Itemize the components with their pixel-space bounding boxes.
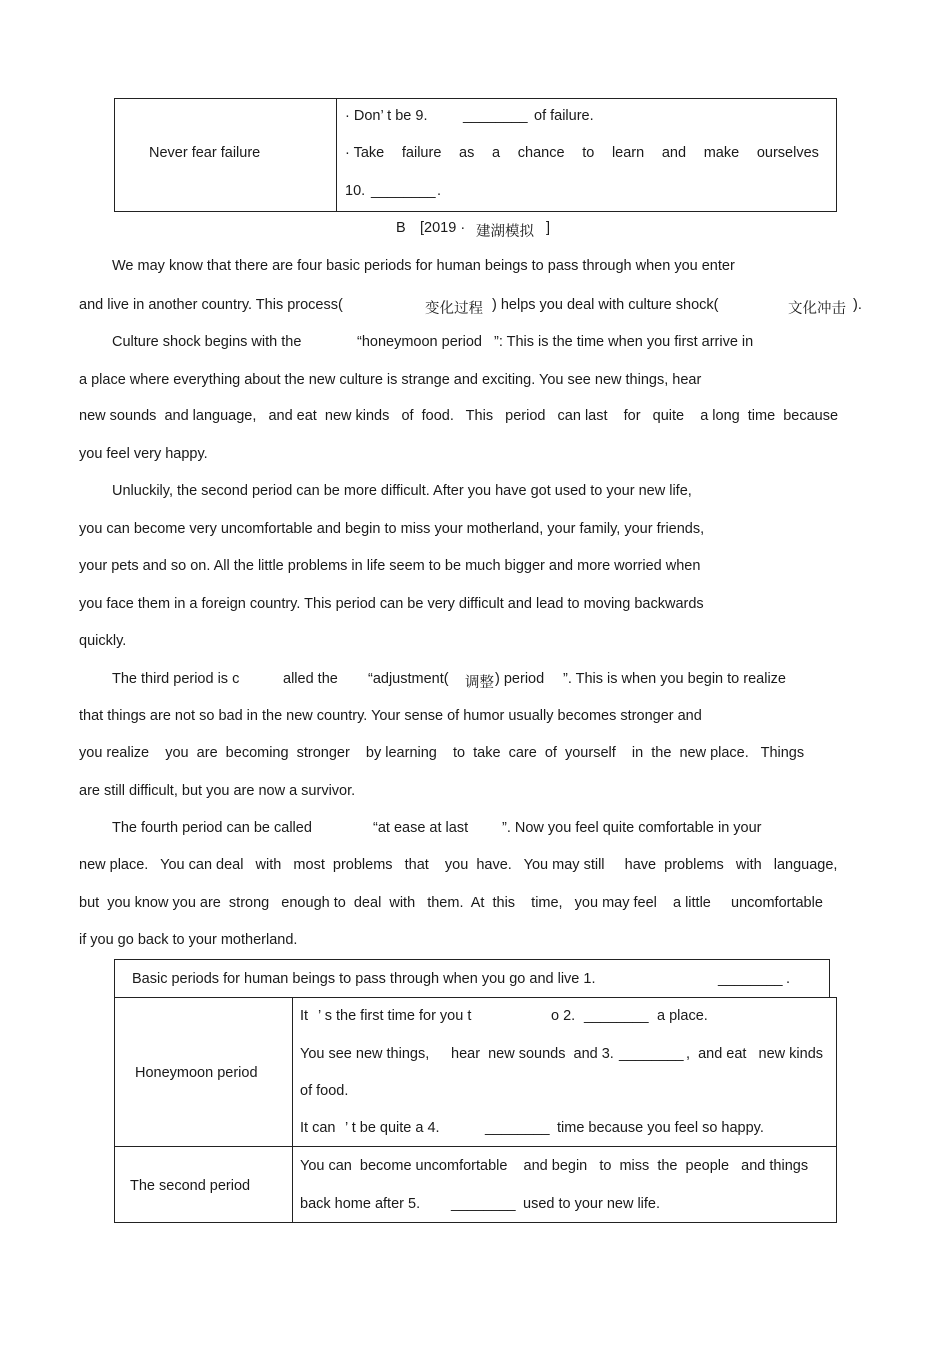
p4-line-1b: alled the bbox=[283, 671, 338, 687]
p5-line-3: but you know you are strong enough to deal with them. At this time, you may feel a little uncomfortable bbox=[79, 895, 823, 911]
bottom-table-header-end: . bbox=[786, 971, 791, 987]
p3-line-3: your pets and so on. All the little problems in life seem to be much bigger and more worried when bbox=[79, 558, 701, 574]
blank-5[interactable]: ________ bbox=[451, 1196, 516, 1212]
row-second-line-1: You can become uncomfortable and begin to miss the people and things bbox=[300, 1158, 809, 1174]
top-table-line-1-end: of failure. bbox=[534, 108, 594, 124]
p3-line-1: Unluckily, the second period can be more difficult. After you have got used to your new life, bbox=[112, 483, 692, 499]
top-table-line-2: · Take failure as a chance to learn and make ourselves bbox=[345, 145, 819, 161]
p3-line-2: you can become very uncomfortable and begin to miss your motherland, your family, your friends, bbox=[79, 521, 705, 537]
top-table-line-3-end: . bbox=[437, 183, 442, 199]
p4-line-2: that things are not so bad in the new country. Your sense of humor usually becomes stronger and bbox=[79, 708, 702, 724]
row-second-line-2a: back home after 5. bbox=[300, 1196, 421, 1212]
p4-line-1c: “adjustment( bbox=[368, 671, 449, 687]
p5-line-1b: “at ease at last bbox=[373, 820, 469, 836]
top-table-divider bbox=[336, 98, 337, 212]
row-honeymoon-label: Honeymoon period bbox=[135, 1065, 258, 1081]
row-second-label: The second period bbox=[130, 1178, 251, 1194]
p2-line-2: a place where everything about the new culture is strange and exciting. You see new things, hear bbox=[79, 372, 702, 388]
top-table-line-1: · Don’ t be 9. bbox=[345, 108, 428, 124]
row-honeymoon-line-1c: o 2. bbox=[551, 1008, 576, 1024]
blank-2[interactable]: ________ bbox=[584, 1008, 649, 1024]
section-source-cn: 建湖模拟 bbox=[476, 224, 534, 240]
row-honeymoon-line-1d: a place. bbox=[657, 1008, 708, 1024]
bottom-table-row-divider bbox=[114, 1146, 837, 1147]
p4-line-1d: 调整 bbox=[465, 675, 494, 691]
p2-line-1c: ”: This is the time when you first arrive in bbox=[494, 334, 754, 350]
p5-line-1c: ”. Now you feel quite comfortable in your bbox=[502, 820, 762, 836]
section-source-end: ] bbox=[546, 220, 551, 236]
row-honeymoon-line-3: of food. bbox=[300, 1083, 349, 1099]
bottom-table-header: Basic periods for human beings to pass through when you go and live 1. bbox=[132, 971, 596, 987]
blank-1[interactable]: ________ bbox=[718, 971, 783, 987]
row-second-line-2b: used to your new life. bbox=[523, 1196, 661, 1212]
p3-line-5: quickly. bbox=[79, 633, 127, 649]
blank-9[interactable]: ________ bbox=[463, 108, 528, 124]
p4-line-4: are still difficult, but you are now a survivor. bbox=[79, 783, 356, 799]
row-honeymoon-line-2c: , and eat new kinds bbox=[686, 1046, 824, 1062]
top-table-label: Never fear failure bbox=[149, 145, 261, 161]
p5-line-4: if you go back to your motherland. bbox=[79, 932, 298, 948]
p4-line-1a: The third period is c bbox=[112, 671, 240, 687]
p4-line-3: you realize you are becoming stronger by learning to take care of yourself in the new place. Things bbox=[79, 745, 805, 761]
p1-line-2e: ). bbox=[853, 297, 862, 313]
row-honeymoon-line-4c: time because you feel so happy. bbox=[557, 1120, 764, 1136]
blank-3[interactable]: ________ bbox=[619, 1046, 684, 1062]
section-letter: B bbox=[396, 220, 406, 236]
p5-line-1a: The fourth period can be called bbox=[112, 820, 312, 836]
row-honeymoon-line-1a: It bbox=[300, 1008, 309, 1024]
blank-10[interactable]: ________ bbox=[371, 183, 436, 199]
bottom-table-col-divider bbox=[292, 997, 293, 1223]
p2-line-1a: Culture shock begins with the bbox=[112, 334, 302, 350]
p1-line-2c: ) helps you deal with culture shock( bbox=[492, 297, 719, 313]
row-honeymoon-line-1b: ’ s the first time for you t bbox=[318, 1008, 472, 1024]
p2-line-3: new sounds and language, and eat new kinds of food. This period can last for quite a long time because bbox=[79, 408, 839, 424]
top-table-line-3: 10. bbox=[345, 183, 366, 199]
blank-4[interactable]: ________ bbox=[485, 1120, 550, 1136]
p1-line-2a: and live in another country. This process( bbox=[79, 297, 343, 313]
p1-line-2b: 变化过程 bbox=[425, 301, 483, 317]
p3-line-4: you face them in a foreign country. This period can be very difficult and lead to moving backwards bbox=[79, 596, 704, 612]
p1-line-1: We may know that there are four basic periods for human beings to pass through when you enter bbox=[112, 258, 735, 274]
section-source: [2019 · bbox=[420, 220, 466, 236]
row-honeymoon-line-2b: hear new sounds and 3. bbox=[451, 1046, 614, 1062]
p2-line-1b: “honeymoon period bbox=[357, 334, 482, 350]
p2-line-4: you feel very happy. bbox=[79, 446, 208, 462]
row-honeymoon-line-2a: You see new things, bbox=[300, 1046, 430, 1062]
row-honeymoon-line-4a: It can bbox=[300, 1120, 336, 1136]
p5-line-2: new place. You can deal with most problems that you have. You may still have problems with language, bbox=[79, 857, 838, 873]
p1-line-2d: 文化冲击 bbox=[788, 301, 846, 317]
p4-line-1f: ”. This is when you begin to realize bbox=[563, 671, 786, 687]
p4-line-1e: ) period bbox=[495, 671, 545, 687]
row-honeymoon-line-4b: ’ t be quite a 4. bbox=[345, 1120, 440, 1136]
